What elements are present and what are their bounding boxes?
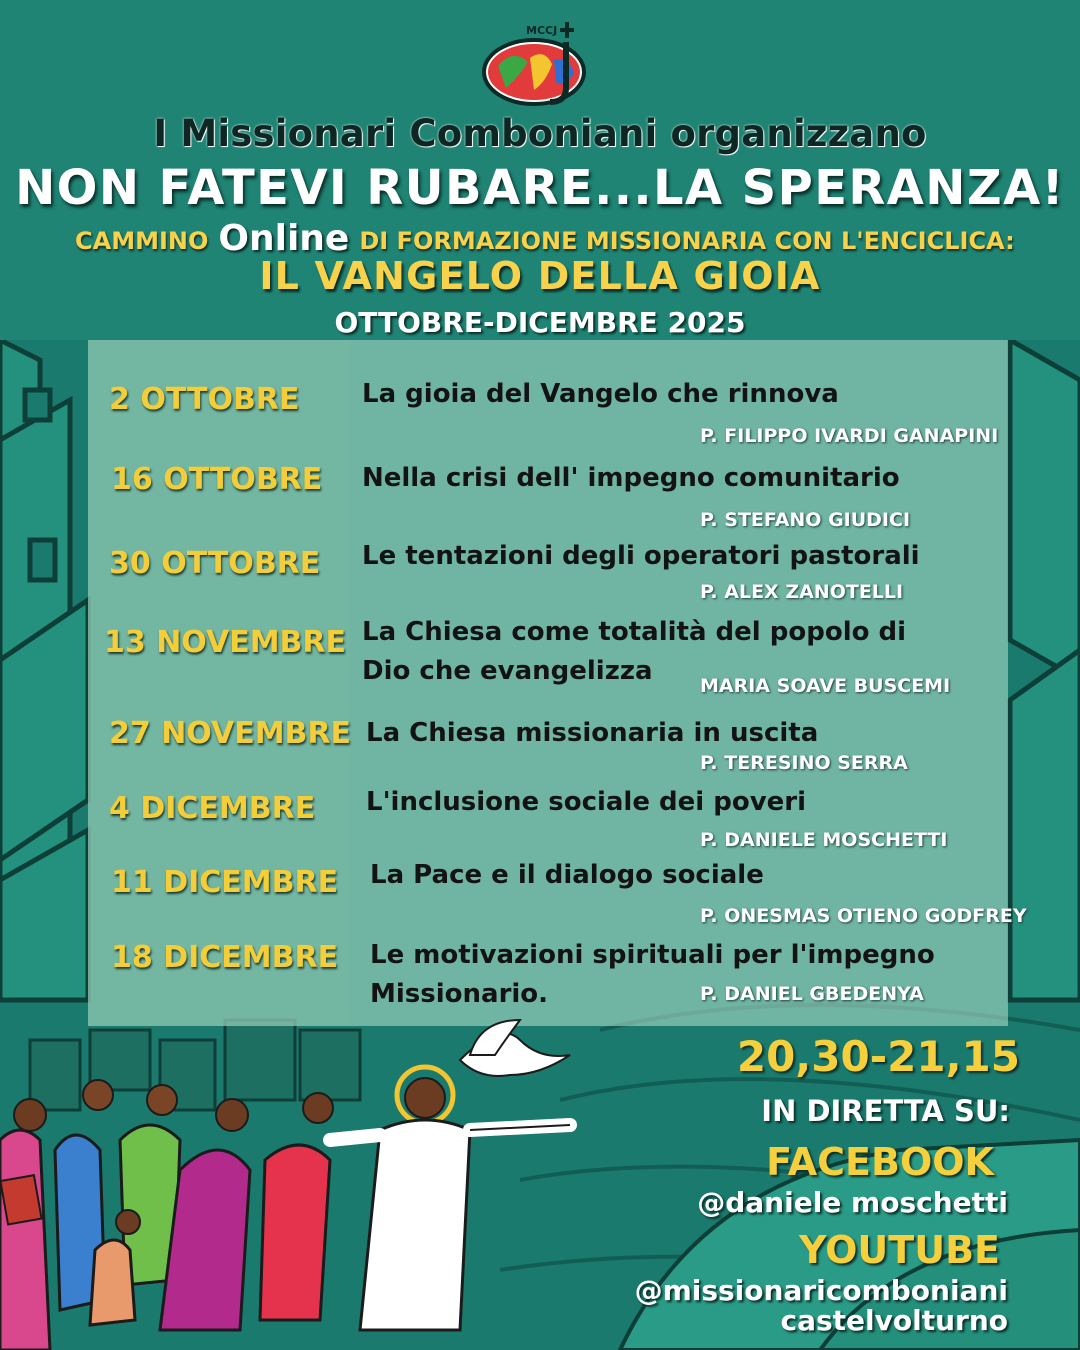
event-title: La Chiesa come totalità del popolo di (362, 617, 907, 647)
subtitle-line (75, 218, 1035, 259)
event-date: 13 NOVEMBRE (104, 625, 347, 660)
event-speaker: P. ONESMAS OTIENO GODFREY (700, 905, 1027, 927)
main-title: NON FATEVI RUBARE...LA SPERANZA! (15, 160, 1065, 216)
event-title: La gioia del Vangelo che rinnova (362, 379, 839, 409)
event-date: 11 DICEMBRE (111, 865, 339, 900)
youtube-handle-line-2[interactable]: castelvolturno (780, 1304, 1008, 1337)
event-speaker: P. DANIELE MOSCHETTI (700, 829, 948, 851)
subtitle-suffix: DI FORMAZIONE MISSIONARIA CON L'ENCICLICA: (359, 227, 1015, 255)
schedule-dates-column (88, 340, 350, 1026)
event-date: 18 DICEMBRE (111, 940, 339, 975)
event-speaker: MARIA SOAVE BUSCEMI (700, 675, 951, 697)
event-date: 27 NOVEMBRE (109, 716, 352, 751)
dove-icon (460, 1020, 570, 1076)
broadcast-time: 20,30-21,15 (736, 1032, 1020, 1081)
youtube-label: YOUTUBE (798, 1228, 1000, 1272)
period-label: OTTOBRE-DICEMBRE 2025 (334, 306, 746, 339)
event-date: 4 DICEMBRE (109, 791, 316, 826)
jesus-figure-icon (330, 1067, 570, 1330)
event-title-line-2: Missionario. (370, 979, 549, 1009)
event-title-line-2: Dio che evangelizza (362, 656, 653, 686)
event-speaker: P. FILIPPO IVARDI GANAPINI (700, 425, 999, 447)
logo-text: MCCJ (526, 24, 558, 37)
organizer-line: I Missionari Comboniani organizzano (153, 112, 927, 155)
event-title: L'inclusione sociale dei poveri (366, 787, 807, 817)
youtube-handle-line-1[interactable]: @missionaricomboniani (634, 1274, 1008, 1307)
live-on-label: IN DIRETTA SU: (761, 1094, 1010, 1128)
event-title: Nella crisi dell' impegno comunitario (362, 463, 900, 493)
event-date: 30 OTTOBRE (109, 546, 321, 581)
event-title: La Pace e il dialogo sociale (370, 860, 764, 890)
event-speaker: P. ALEX ZANOTELLI (700, 581, 904, 603)
event-speaker: P. STEFANO GIUDICI (700, 509, 911, 531)
event-date: 16 OTTOBRE (111, 462, 323, 497)
event-speaker: P. DANIEL GBEDENYA (700, 983, 924, 1005)
crowd-of-people-icon (0, 1080, 333, 1350)
event-title: Le tentazioni degli operatori pastorali (362, 541, 920, 571)
comboni-mission-logo-icon (478, 18, 598, 108)
bible-book-icon (0, 1175, 41, 1224)
facebook-label: FACEBOOK (766, 1140, 994, 1184)
facebook-handle[interactable]: @daniele moschetti (697, 1186, 1008, 1219)
subtitle-online: Online (218, 218, 350, 259)
event-title: La Chiesa missionaria in uscita (366, 718, 819, 748)
event-speaker: P. TERESINO SERRA (700, 752, 908, 774)
procession-illustration (0, 1000, 620, 1350)
gospel-title: IL VANGELO DELLA GIOIA (259, 254, 821, 298)
event-date: 2 OTTOBRE (109, 382, 300, 417)
subtitle-prefix: CAMMINO (75, 227, 209, 255)
event-title: Le motivazioni spirituali per l'impegno (370, 940, 935, 970)
